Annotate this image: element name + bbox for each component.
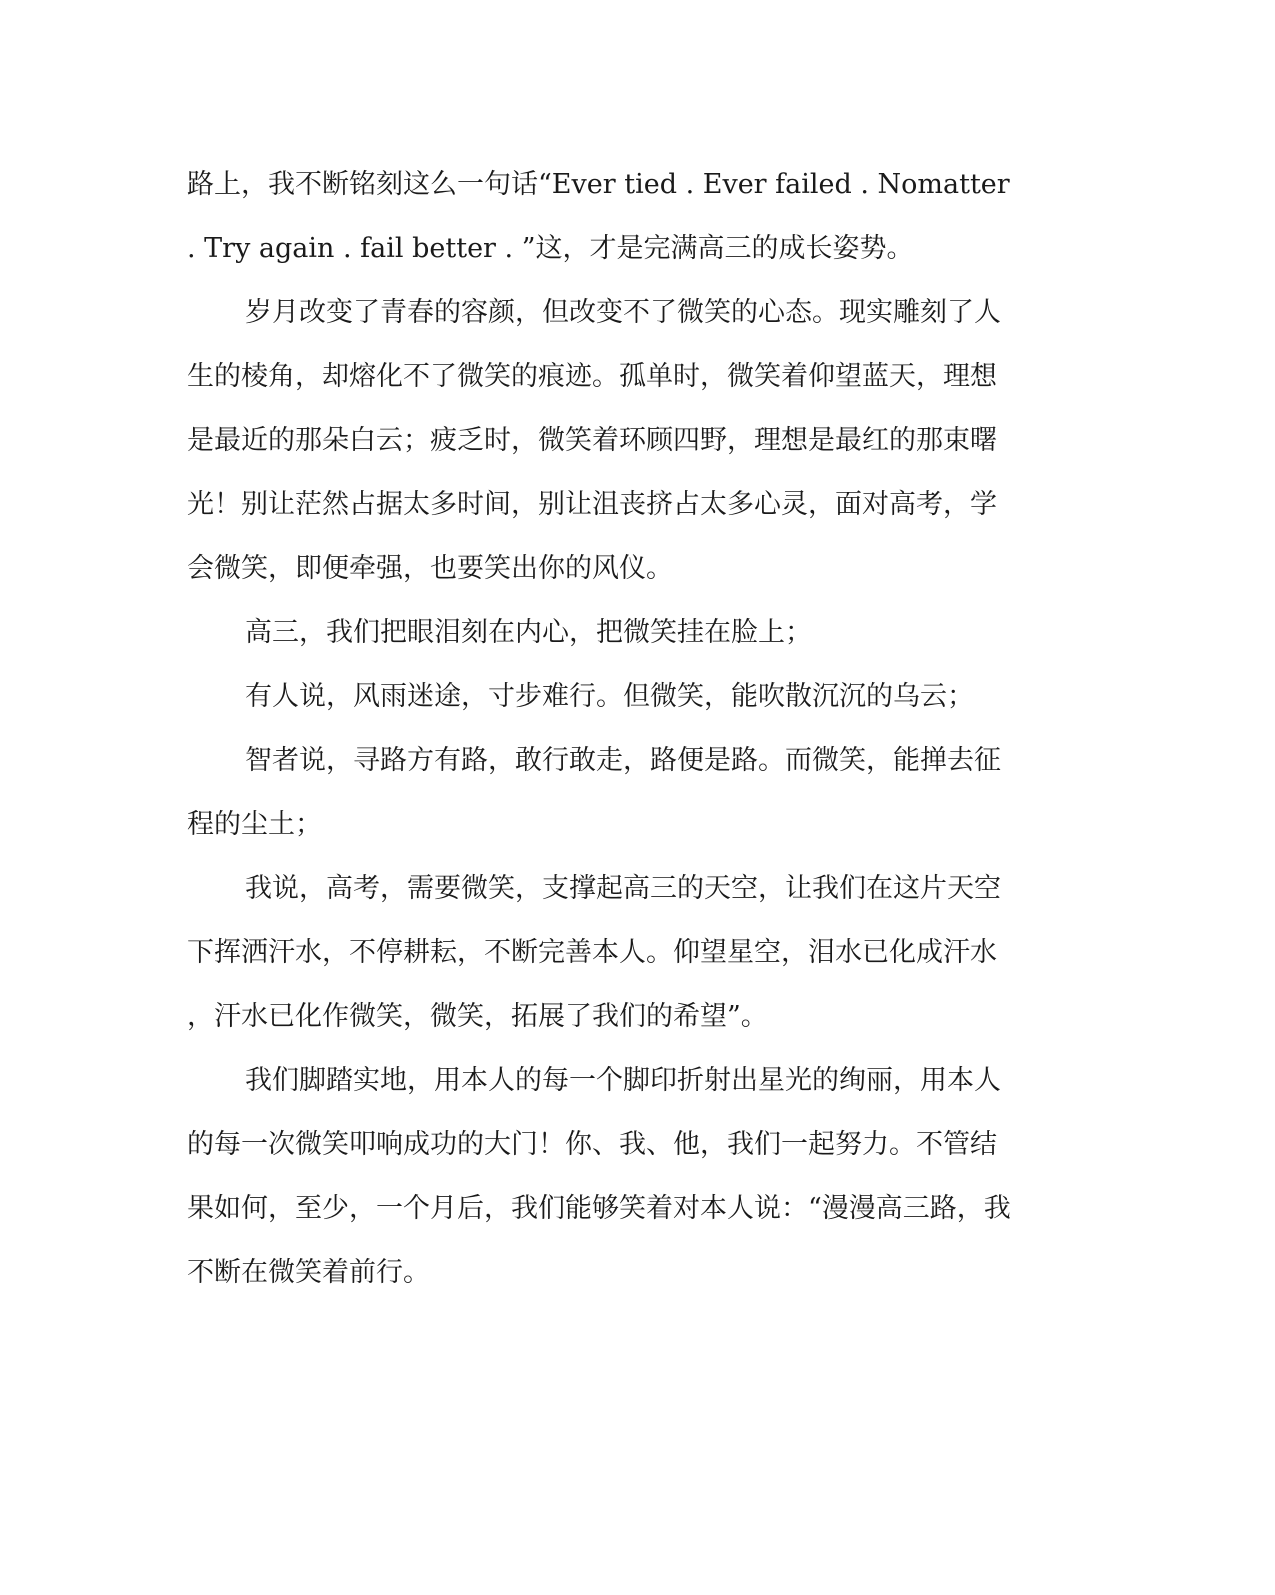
text-line: 智者说，寻路方有路，敢行敢走，路便是路。而微笑，能掸去征	[245, 745, 1001, 776]
text-line: 生的棱角，却熔化不了微笑的痕迹。孤单时，微笑着仰望蓝天，理想	[187, 361, 997, 392]
text-line: 不断在微笑着前行。	[187, 1257, 430, 1288]
text-line: . Try again . fail better . ”这，才是完满高三的成长姿势。	[187, 233, 914, 264]
text-line: 高三，我们把眼泪刻在内心，把微笑挂在脸上；	[245, 617, 812, 648]
text-line: 岁月改变了青春的容颜，但改变不了微笑的心态。现实雕刻了人	[245, 297, 1001, 328]
text-line: 程的尘土；	[187, 809, 322, 840]
text-line: ，汗水已化作微笑，微笑，拓展了我们的希望”。	[187, 1001, 768, 1032]
text-line: 光！别让茫然占据太多时间，别让沮丧挤占太多心灵，面对高考，学	[187, 489, 997, 520]
text-line: 路上，我不断铭刻这么一句话“Ever tied . Ever failed . Nomatter	[187, 169, 1010, 200]
text-line: 下挥洒汗水，不停耕耘，不断完善本人。仰望星空，泪水已化成汗水	[187, 937, 997, 968]
text-line: 有人说，风雨迷途，寸步难行。但微笑，能吹散沉沉的乌云；	[245, 681, 974, 712]
document-body	[187, 153, 1067, 1305]
text-line: 会微笑，即便牵强，也要笑出你的风仪。	[187, 553, 673, 584]
text-line: 的每一次微笑叩响成功的大门！你、我、他，我们一起努力。不管结	[187, 1129, 997, 1160]
text-line: 是最近的那朵白云；疲乏时，微笑着环顾四野，理想是最红的那束曙	[187, 425, 997, 456]
text-line: 我说，高考，需要微笑，支撑起高三的天空，让我们在这片天空	[245, 873, 1001, 904]
text-line: 果如何，至少，一个月后，我们能够笑着对本人说：“漫漫高三路，我	[187, 1193, 1011, 1224]
text-line: 我们脚踏实地，用本人的每一个脚印折射出星光的绚丽，用本人	[245, 1065, 1001, 1096]
